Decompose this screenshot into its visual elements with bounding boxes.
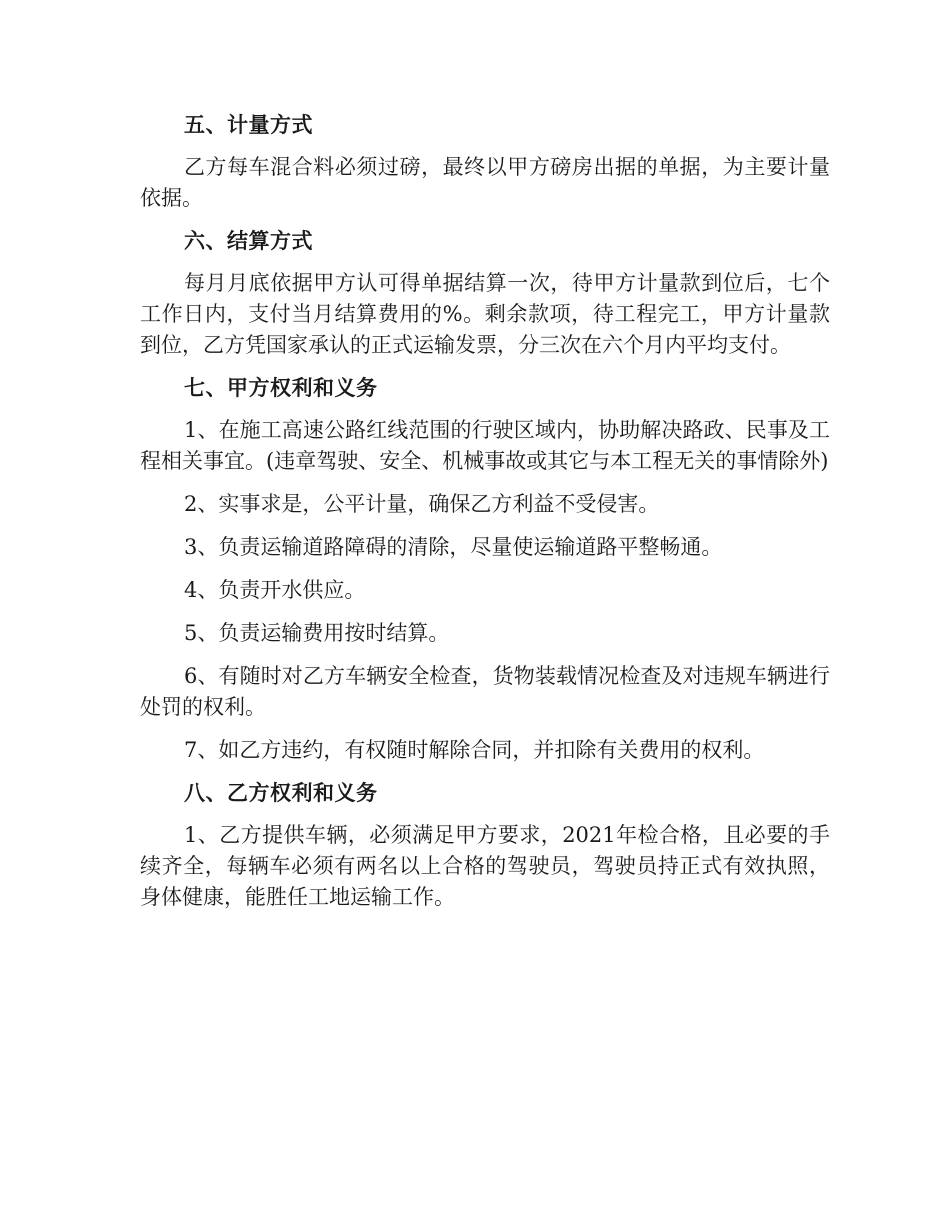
section-heading-party-a-rights: 七、甲方权利和义务	[184, 376, 378, 400]
party-a-clause-6: 6、有随时对乙方车辆安全检查，货物装载情况检查及对违规车辆进行处罚的权利。	[140, 664, 830, 719]
party-a-clause-2: 2、实事求是，公平计量，确保乙方利益不受侵害。	[184, 492, 660, 516]
section-heading-party-b-rights: 八、乙方权利和义务	[184, 781, 378, 805]
party-a-clause-1: 1、在施工高速公路红线范围的行驶区域内，协助解决路政、民事及工程相关事宜。(违章驾驶、安全、机械事故或其它与本工程无关的事情除外)	[140, 418, 830, 473]
party-a-clause-5: 5、负责运输费用按时结算。	[184, 621, 450, 645]
section-heading-settlement: 六、结算方式	[184, 229, 313, 253]
document-page	[140, 110, 830, 925]
party-b-clause-1: 1、乙方提供车辆，必须满足甲方要求，2021年检合格，且必要的手续齐全，每辆车必须有两名以上合格的驾驶员，驾驶员持正式有效执照，身体健康，能胜任工地运输工作。	[140, 823, 830, 909]
party-a-clause-3: 3、负责运输道路障碍的清除，尽量使运输道路平整畅通。	[184, 535, 723, 559]
party-a-clause-4: 4、负责开水供应。	[184, 578, 366, 602]
paragraph-settlement: 每月月底依据甲方认可得单据结算一次，待甲方计量款到位后，七个工作日内，支付当月结算费用的%。剩余款项，待工程完工，甲方计量款到位，乙方凭国家承认的正式运输发票，分三次在六个月内平均支付。	[140, 271, 830, 357]
section-heading-measurement: 五、计量方式	[184, 113, 313, 137]
party-a-clause-7: 7、如乙方违约，有权随时解除合同，并扣除有关费用的权利。	[184, 738, 765, 762]
paragraph-measurement: 乙方每车混合料必须过磅，最终以甲方磅房出据的单据，为主要计量依据。	[140, 155, 830, 210]
